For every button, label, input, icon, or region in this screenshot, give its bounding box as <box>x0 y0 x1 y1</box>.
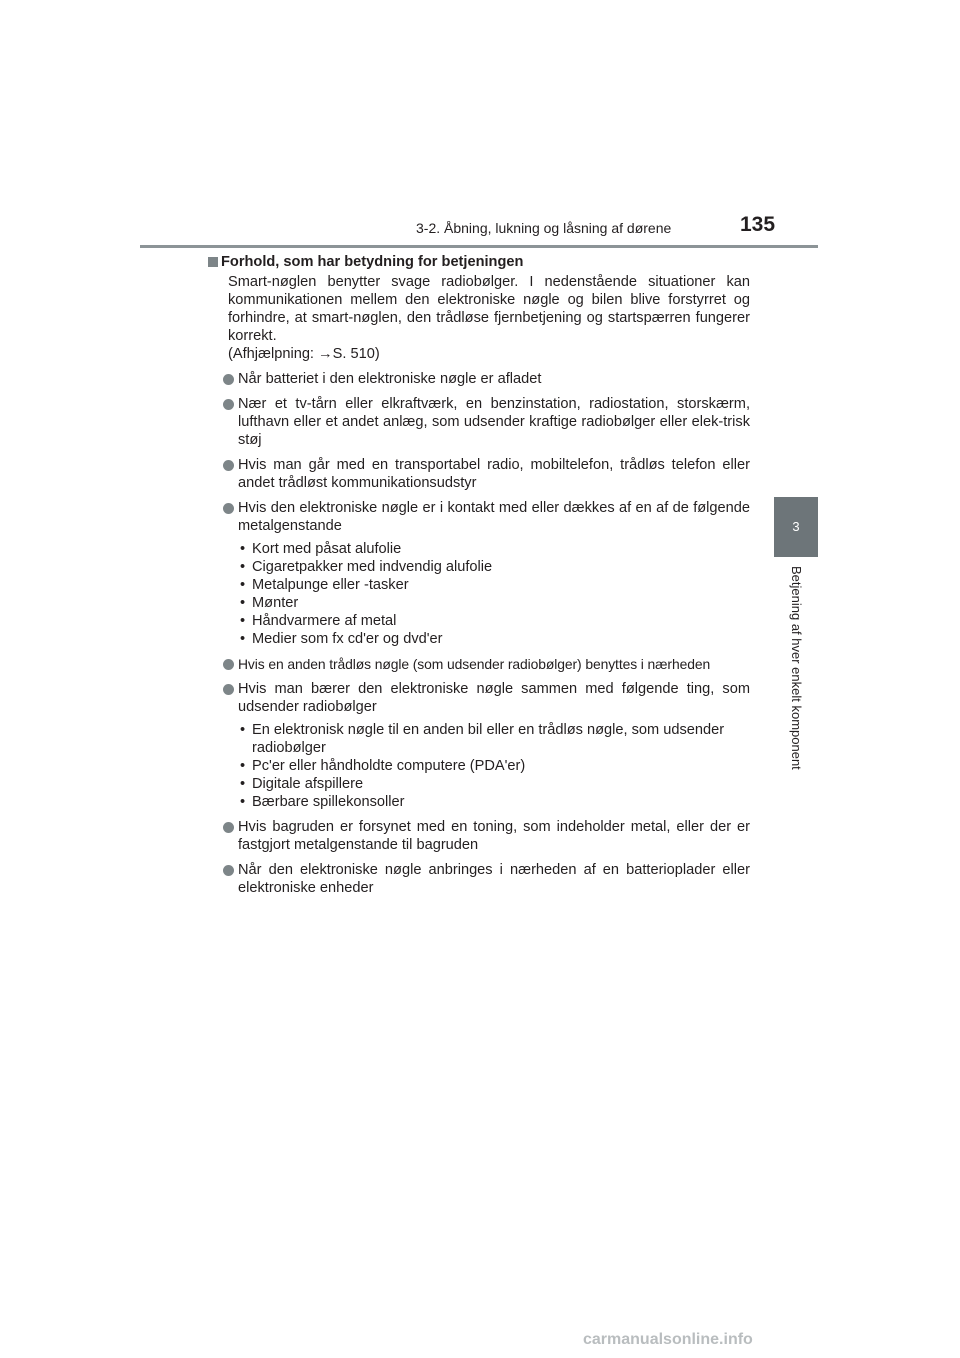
sub-list-item <box>238 558 750 576</box>
sub-list-item-text: Pc'er eller håndholdte computere (PDA'er) <box>252 758 526 774</box>
circle-bullet-icon <box>223 374 234 385</box>
sub-list-item-text: Mønter <box>252 595 299 611</box>
small-bullet-icon: • <box>240 758 246 774</box>
list-item-text: Når batteriet i den elektroniske nøgle er afladet <box>238 371 542 387</box>
metal-objects-list <box>238 540 750 648</box>
sub-list-item <box>238 594 750 612</box>
circle-bullet-icon <box>223 865 234 876</box>
list-item <box>210 861 750 897</box>
small-bullet-icon: • <box>240 631 246 647</box>
chapter-tab <box>774 497 818 557</box>
sub-list-item <box>238 630 750 648</box>
list-item-text: Nær et tv-tårn eller elkraftværk, en benzinstation, radiostation, storskærm, lufthavn eller et andet anlæg, som udsender kraftige radiobølger eller elek-trisk støj <box>238 396 750 448</box>
sub-list-item-text: Cigaretpakker med indvendig alufolie <box>252 559 493 575</box>
list-item-text: Hvis man går med en transportabel radio, mobiltelefon, trådløs telefon eller andet trådløst kommunikationsudstyr <box>238 457 750 491</box>
intro-paragraph: Smart-nøglen benytter svage radiobølger. I nedenstående situationer kan kommunikationen mellem den elektroniske nøgle og bilen blive forstyrret og forhindre, at smart-nøglen, den trådløse fjernbetjening og startspærren fungerer korrekt. <box>228 274 750 344</box>
list-item <box>210 499 750 535</box>
heading-text: Forhold, som har betydning for betjeningen <box>221 254 524 270</box>
square-bullet-icon <box>208 257 218 267</box>
small-bullet-icon: • <box>240 613 246 629</box>
sub-list-item-text: Kort med påsat alufolie <box>252 541 402 557</box>
intro-block <box>228 273 750 363</box>
remedy-reference: (Afhjælpning: →S. 510) <box>228 346 380 362</box>
circle-bullet-icon <box>223 399 234 410</box>
list-item-text: Hvis en anden trådløs nøgle (som udsender radiobølger) benyttes i nærheden <box>238 656 711 672</box>
sub-list-item-text: Håndvarmere af metal <box>252 613 397 629</box>
list-item <box>210 655 750 673</box>
sub-list-item-text: Digitale afspillere <box>252 776 364 792</box>
sub-list-item-text: Metalpunge eller -tasker <box>252 577 409 593</box>
page-content <box>210 253 750 897</box>
sub-list-item-text: En elektronisk nøgle til en anden bil eller en trådløs nøgle, som udsender radiobølger <box>252 722 725 756</box>
sub-list-item <box>238 540 750 558</box>
sub-list-item <box>238 721 750 757</box>
circle-bullet-icon <box>223 684 234 695</box>
header-divider <box>140 245 818 248</box>
small-bullet-icon: • <box>240 559 246 575</box>
list-item <box>210 456 750 492</box>
sub-list-item-text: Medier som fx cd'er og dvd'er <box>252 631 443 647</box>
circle-bullet-icon <box>223 503 234 514</box>
list-item <box>210 370 750 388</box>
circle-bullet-icon <box>223 822 234 833</box>
list-item <box>210 680 750 716</box>
small-bullet-icon: • <box>240 577 246 593</box>
sub-list-item-text: Bærbare spillekonsoller <box>252 794 405 810</box>
chapter-label-text: Betjening af hver enkelt komponent <box>789 566 804 770</box>
sub-list-item <box>238 775 750 793</box>
list-item-text: Hvis man bærer den elektroniske nøgle sammen med følgende ting, som udsender radiobølger <box>238 681 750 715</box>
circle-bullet-icon <box>223 659 234 670</box>
circle-bullet-icon <box>223 460 234 471</box>
list-item <box>210 395 750 449</box>
sub-list-item <box>238 576 750 594</box>
sub-list-item <box>238 757 750 775</box>
small-bullet-icon: • <box>240 794 246 810</box>
list-item <box>210 818 750 854</box>
radio-devices-list <box>238 721 750 811</box>
small-bullet-icon: • <box>240 541 246 557</box>
sub-list-item <box>238 793 750 811</box>
small-bullet-icon: • <box>240 595 246 611</box>
section-title: 3-2. Åbning, lukning og låsning af dørene <box>416 220 672 236</box>
page-number: 135 <box>740 213 776 236</box>
small-bullet-icon: • <box>240 722 246 738</box>
small-bullet-icon: • <box>240 776 246 792</box>
list-item-text: Hvis den elektroniske nøgle er i kontakt med eller dækkes af en af de følgende metalgenstande <box>238 500 750 534</box>
list-item-text: Hvis bagruden er forsynet med en toning, som indeholder metal, eller der er fastgjort metalgenstande til bagruden <box>238 819 750 853</box>
section-heading <box>208 253 750 271</box>
list-item-text: Når den elektroniske nøgle anbringes i nærheden af en batterioplader eller elektroniske enheder <box>238 862 750 896</box>
chapter-number: 3 <box>792 519 800 534</box>
sub-list-item <box>238 612 750 630</box>
watermark: carmanualsonline.info <box>583 1331 753 1348</box>
